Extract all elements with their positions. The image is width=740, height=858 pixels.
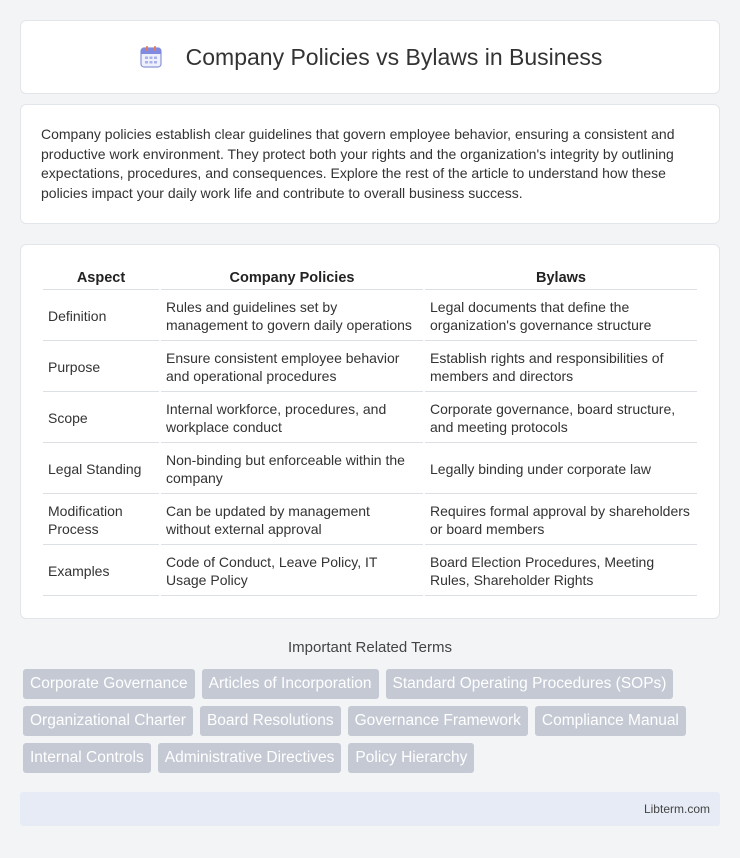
tag-internal-controls[interactable]: Internal Controls: [23, 743, 151, 773]
tag-corporate-governance[interactable]: Corporate Governance: [23, 669, 195, 699]
comparison-card: [20, 244, 720, 619]
table-row: [43, 292, 697, 341]
table-row: [43, 445, 697, 494]
row-bylaws: Legal documents that define the organization's governance structure: [425, 292, 697, 341]
row-bylaws: Board Election Procedures, Meeting Rules, Shareholder Rights: [425, 547, 697, 596]
row-aspect: Scope: [43, 394, 159, 443]
header-bylaws: Bylaws: [425, 267, 697, 290]
row-policies: Ensure consistent employee behavior and operational procedures: [161, 343, 423, 392]
table-row: [43, 547, 697, 596]
related-terms-section: [20, 639, 720, 773]
row-bylaws: Corporate governance, board structure, and meeting protocols: [425, 394, 697, 443]
row-aspect: Examples: [43, 547, 159, 596]
tag-articles-of-incorporation[interactable]: Articles of Incorporation: [202, 669, 379, 699]
footer: [20, 792, 720, 826]
table-row: [43, 496, 697, 545]
tag-standard-operating-procedures[interactable]: Standard Operating Procedures (SOPs): [386, 669, 674, 699]
row-policies: Internal workforce, procedures, and workplace conduct: [161, 394, 423, 443]
intro-card: [20, 104, 720, 224]
tag-policy-hierarchy[interactable]: Policy Hierarchy: [348, 743, 474, 773]
tag-governance-framework[interactable]: Governance Framework: [348, 706, 528, 736]
row-bylaws: Requires formal approval by shareholders or board members: [425, 496, 697, 545]
related-terms-tags: [20, 669, 720, 773]
row-policies: Can be updated by management without external approval: [161, 496, 423, 545]
tag-administrative-directives[interactable]: Administrative Directives: [158, 743, 342, 773]
calendar-icon: [138, 44, 164, 70]
tag-board-resolutions[interactable]: Board Resolutions: [200, 706, 341, 736]
row-aspect: Modification Process: [43, 496, 159, 545]
table-row: [43, 394, 697, 443]
row-policies: Non-binding but enforceable within the company: [161, 445, 423, 494]
intro-text: Company policies establish clear guidelines that govern employee behavior, ensuring a consistent and productive work environment. They protect both your rights and the organization's integrity by outlining expectations, procedures, and consequences. Explore the rest of the article to understand how these policies impact your daily work life and contribute to overall business success.: [41, 126, 675, 201]
row-aspect: Legal Standing: [43, 445, 159, 494]
row-policies: Rules and guidelines set by management to govern daily operations: [161, 292, 423, 341]
comparison-table: [41, 265, 699, 598]
tag-organizational-charter[interactable]: Organizational Charter: [23, 706, 193, 736]
row-bylaws: Legally binding under corporate law: [425, 445, 697, 494]
footer-site-link[interactable]: Libterm.com: [643, 802, 710, 816]
row-aspect: Purpose: [43, 343, 159, 392]
header-aspect: Aspect: [43, 267, 159, 290]
table-row: [43, 343, 697, 392]
header-card: [20, 20, 720, 94]
header-company-policies: Company Policies: [161, 267, 423, 290]
tag-compliance-manual[interactable]: Compliance Manual: [535, 706, 686, 736]
related-terms-title: Important Related Terms: [288, 639, 452, 656]
page-title: Company Policies vs Bylaws in Business: [185, 43, 603, 70]
row-policies: Code of Conduct, Leave Policy, IT Usage Policy: [161, 547, 423, 596]
row-aspect: Definition: [43, 292, 159, 341]
table-header-row: [43, 267, 697, 290]
row-bylaws: Establish rights and responsibilities of members and directors: [425, 343, 697, 392]
